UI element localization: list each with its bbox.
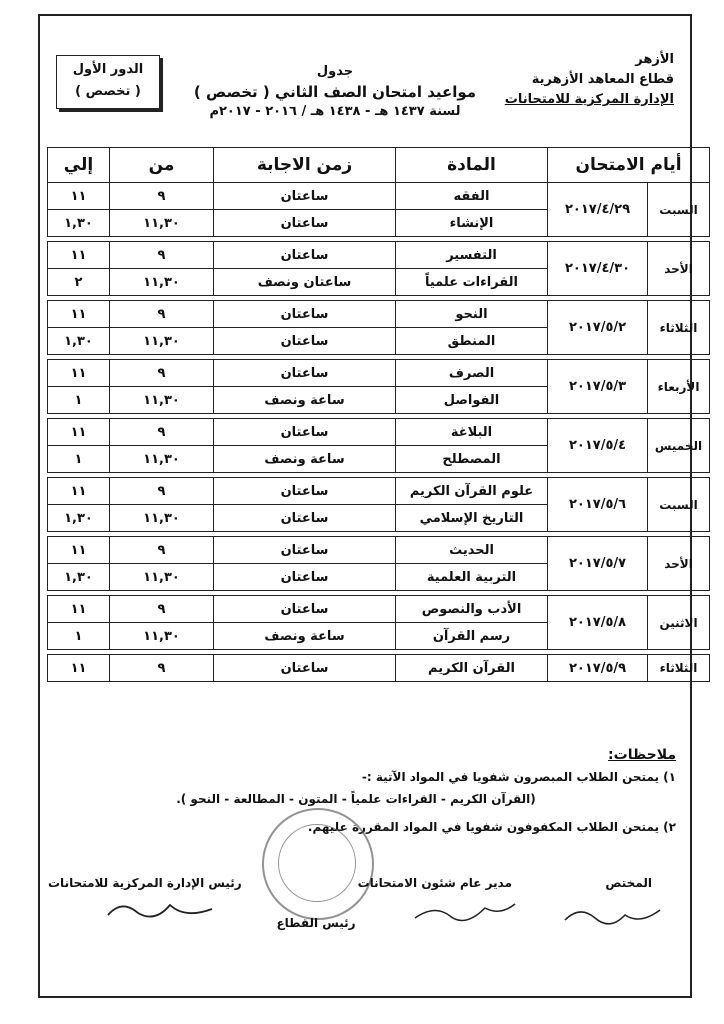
duration-cell: ساعتان xyxy=(214,655,396,682)
sig-director: مدير عام شئون الامتحانات xyxy=(357,876,512,890)
duration-cell: ساعتان xyxy=(214,210,396,237)
subject-cell: الصرف xyxy=(396,360,548,387)
round-line: الدور الأول xyxy=(72,62,144,77)
signature-row xyxy=(40,876,680,896)
duration-cell: ساعتان xyxy=(214,183,396,210)
to-cell: ١١ xyxy=(48,478,110,505)
table-row xyxy=(48,360,710,387)
header-subject: المادة xyxy=(396,148,548,183)
org-line: قطاع المعاهد الأزهرية xyxy=(531,72,674,87)
exam-day: السبت xyxy=(648,183,710,237)
duration-cell: ساعتان xyxy=(214,537,396,564)
table-row xyxy=(48,301,710,328)
subject-cell: الحديث xyxy=(396,537,548,564)
title-line: لسنة ١٤٣٧ هـ - ١٤٣٨ هـ / ٢٠١٦ - ٢٠١٧م xyxy=(209,104,461,119)
exam-date: ٢٠١٧/٥/٤ xyxy=(548,419,648,473)
to-cell: ١,٣٠ xyxy=(48,328,110,355)
note-item: ٢) يمتحن الطلاب المكفوفون شفويا في المواد المقررة عليهم. xyxy=(307,820,676,834)
table-header-row xyxy=(48,148,710,183)
exam-date: ٢٠١٧/٥/٩ xyxy=(548,655,648,682)
exam-date: ٢٠١٧/٥/٢ xyxy=(548,301,648,355)
to-cell: ١,٣٠ xyxy=(48,505,110,532)
exam-day: الخميس xyxy=(648,419,710,473)
table-row xyxy=(48,596,710,623)
duration-cell: ساعتان xyxy=(214,596,396,623)
duration-cell: ساعتان xyxy=(214,360,396,387)
exam-date: ٢٠١٧/٤/٣٠ xyxy=(548,242,648,296)
from-cell: ٩ xyxy=(110,301,214,328)
to-cell: ١١ xyxy=(48,537,110,564)
table-row xyxy=(48,183,710,210)
note-item: ١) يمتحن الطلاب المبصرون شفويا في المواد الآتية :- xyxy=(361,770,676,784)
duration-cell: ساعتان xyxy=(214,328,396,355)
from-cell: ٩ xyxy=(110,419,214,446)
subject-cell: التربية العلمية xyxy=(396,564,548,591)
signature-scribble-icon xyxy=(100,895,220,927)
exam-date: ٢٠١٧/٥/٦ xyxy=(548,478,648,532)
duration-cell: ساعة ونصف xyxy=(214,387,396,414)
subject-cell: النحو xyxy=(396,301,548,328)
subject-cell: المنطق xyxy=(396,328,548,355)
from-cell: ١١,٣٠ xyxy=(110,564,214,591)
table-row xyxy=(48,478,710,505)
exam-date: ٢٠١٧/٤/٢٩ xyxy=(548,183,648,237)
to-cell: ١ xyxy=(48,446,110,473)
to-cell: ١ xyxy=(48,387,110,414)
duration-cell: ساعتان xyxy=(214,419,396,446)
table-row xyxy=(48,655,710,682)
exam-day: الأحد xyxy=(648,242,710,296)
exam-round-box xyxy=(56,55,160,109)
subject-cell: رسم القرآن xyxy=(396,623,548,650)
to-cell: ١١ xyxy=(48,596,110,623)
duration-cell: ساعتان xyxy=(214,505,396,532)
to-cell: ١١ xyxy=(48,242,110,269)
title-line: مواعيد امتحان الصف الثاني ( تخصص ) xyxy=(193,83,477,101)
round-line: ( تخصص ) xyxy=(75,84,141,99)
header-to: إلي xyxy=(48,148,110,183)
sig-head-sector: رئيس القطاع xyxy=(276,916,356,930)
header-duration: زمن الاجابة xyxy=(214,148,396,183)
exam-schedule-table xyxy=(47,147,710,682)
to-cell: ١,٣٠ xyxy=(48,564,110,591)
duration-cell: ساعتان xyxy=(214,478,396,505)
from-cell: ٩ xyxy=(110,360,214,387)
subject-cell: الأدب والنصوص xyxy=(396,596,548,623)
duration-cell: ساعتان xyxy=(214,242,396,269)
duration-cell: ساعتان ونصف xyxy=(214,269,396,296)
subject-cell: التاريخ الإسلامي xyxy=(396,505,548,532)
from-cell: ١١,٣٠ xyxy=(110,505,214,532)
subject-cell: علوم القرآن الكريم xyxy=(396,478,548,505)
document-title xyxy=(185,62,485,122)
exam-date: ٢٠١٧/٥/٧ xyxy=(548,537,648,591)
subject-cell: البلاغة xyxy=(396,419,548,446)
from-cell: ١١,٣٠ xyxy=(110,269,214,296)
to-cell: ١,٣٠ xyxy=(48,210,110,237)
from-cell: ٩ xyxy=(110,478,214,505)
exam-day: الأربعاء xyxy=(648,360,710,414)
signature-scribble-icon xyxy=(560,900,670,930)
from-cell: ٩ xyxy=(110,596,214,623)
from-cell: ٩ xyxy=(110,655,214,682)
title-line: جدول xyxy=(316,64,354,79)
from-cell: ٩ xyxy=(110,537,214,564)
to-cell: ١١ xyxy=(48,183,110,210)
from-cell: ١١,٣٠ xyxy=(110,210,214,237)
from-cell: ٩ xyxy=(110,242,214,269)
exam-day: الثلاثاء xyxy=(648,301,710,355)
note-item: (القرآن الكريم - القراءات علمياً - المتون - المطالعة - النحو ). xyxy=(176,792,536,806)
to-cell: ١ xyxy=(48,623,110,650)
to-cell: ١١ xyxy=(48,655,110,682)
table-row xyxy=(48,242,710,269)
from-cell: ١١,٣٠ xyxy=(110,387,214,414)
from-cell: ١١,٣٠ xyxy=(110,446,214,473)
to-cell: ٢ xyxy=(48,269,110,296)
subject-cell: المصطلح xyxy=(396,446,548,473)
subject-cell: الفقه xyxy=(396,183,548,210)
sig-head-central: رئيس الإدارة المركزية للامتحانات xyxy=(48,876,242,890)
duration-cell: ساعة ونصف xyxy=(214,623,396,650)
exam-day: الاثنين xyxy=(648,596,710,650)
duration-cell: ساعتان xyxy=(214,301,396,328)
subject-cell: القرآن الكريم xyxy=(396,655,548,682)
to-cell: ١١ xyxy=(48,419,110,446)
notes-title: ملاحظات: xyxy=(608,747,676,763)
subject-cell: الفواصل xyxy=(396,387,548,414)
header-from: من xyxy=(110,148,214,183)
header-days: أيام الامتحان xyxy=(548,148,710,183)
from-cell: ١١,٣٠ xyxy=(110,623,214,650)
sig-specialist: المختص xyxy=(605,876,652,890)
exam-day: الأحد xyxy=(648,537,710,591)
subject-cell: القراءات علمياً xyxy=(396,269,548,296)
duration-cell: ساعتان xyxy=(214,564,396,591)
schedule-body xyxy=(48,183,710,682)
table-row xyxy=(48,537,710,564)
exam-day: السبت xyxy=(648,478,710,532)
from-cell: ١١,٣٠ xyxy=(110,328,214,355)
org-line: الأزهر xyxy=(635,52,674,67)
to-cell: ١١ xyxy=(48,301,110,328)
to-cell: ١١ xyxy=(48,360,110,387)
exam-date: ٢٠١٧/٥/٨ xyxy=(548,596,648,650)
subject-cell: التفسير xyxy=(396,242,548,269)
from-cell: ٩ xyxy=(110,183,214,210)
official-stamp xyxy=(262,808,374,920)
org-line: الإدارة المركزية للامتحانات xyxy=(504,92,674,107)
signature-scribble-icon xyxy=(410,896,520,926)
table-row xyxy=(48,419,710,446)
duration-cell: ساعة ونصف xyxy=(214,446,396,473)
exam-day: الثلاثاء xyxy=(648,655,710,682)
exam-date: ٢٠١٧/٥/٣ xyxy=(548,360,648,414)
subject-cell: الإنشاء xyxy=(396,210,548,237)
